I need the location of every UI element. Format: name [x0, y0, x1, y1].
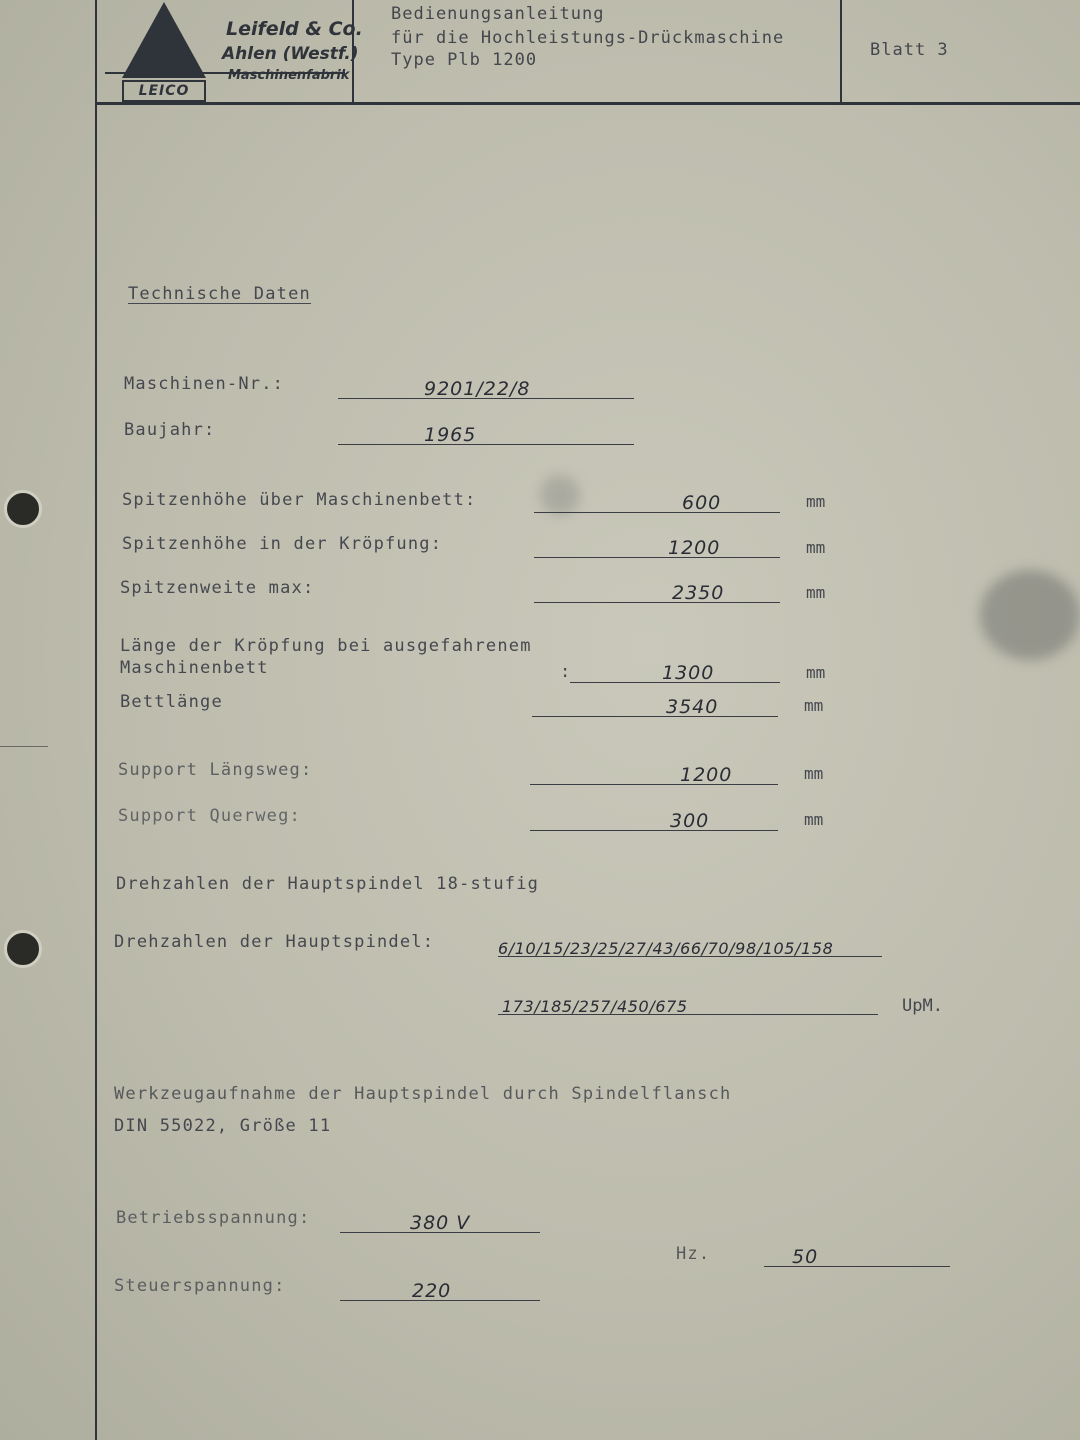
spec-label-gap-length-line-1: Länge der Kröpfung bei ausgefahrenem — [120, 636, 532, 656]
spec-label-center-height-gap: Spitzenhöhe in der Kröpfung: — [122, 534, 443, 554]
fingerprint-smudge — [980, 570, 1080, 660]
spec-label-support-cross: Support Querweg: — [118, 806, 301, 826]
company-name: Leifeld & Co. — [226, 18, 363, 40]
operating-voltage-value: 380 V — [410, 1212, 471, 1234]
left-border-line — [95, 0, 97, 1440]
spec-label-center-distance: Spitzenweite max: — [120, 578, 315, 598]
spindle-speeds-field-2 — [498, 988, 878, 1015]
operating-voltage-field — [340, 1206, 540, 1233]
spindle-speeds-field-1 — [498, 930, 882, 957]
spec-value: 1200 — [668, 537, 721, 559]
header-divider-2 — [840, 0, 842, 104]
spindle-speeds-line-2: 173/185/257/450/675 — [502, 997, 688, 1016]
spec-unit: mm — [806, 583, 826, 602]
spec-value: 3540 — [666, 696, 719, 718]
operating-voltage-label: Betriebsspannung: — [116, 1208, 311, 1228]
spindle-speeds-label: Drehzahlen der Hauptspindel: — [114, 932, 435, 952]
spec-field-support-longitudinal — [530, 758, 778, 785]
manual-title-line-3: Type Plb 1200 — [391, 50, 538, 70]
spec-value: 1300 — [662, 662, 715, 684]
spec-value: 300 — [670, 810, 710, 832]
control-voltage-label: Steuerspannung: — [114, 1276, 286, 1296]
spec-value: 2350 — [672, 582, 725, 604]
spec-unit: mm — [804, 696, 824, 715]
manual-title-line-1: Bedienungsanleitung — [391, 4, 605, 24]
spec-colon: : — [560, 662, 572, 682]
frequency-value: 50 — [792, 1246, 819, 1268]
spec-value: 1200 — [680, 764, 733, 786]
year-value: 1965 — [424, 424, 477, 446]
control-voltage-field — [340, 1274, 540, 1301]
section-heading: Technische Daten — [128, 284, 311, 304]
spec-value: 600 — [682, 492, 722, 514]
frequency-field — [764, 1240, 950, 1267]
company-city: Ahlen (Westf.) — [222, 44, 359, 64]
machine-number-value: 9201/22/8 — [424, 378, 531, 400]
spec-label-support-longitudinal: Support Längsweg: — [118, 760, 313, 780]
spec-label-center-height-bed: Spitzenhöhe über Maschinenbett: — [122, 490, 477, 510]
header-bottom-line — [95, 102, 1080, 105]
spindle-speeds-unit: UpM. — [902, 996, 943, 1016]
spec-field-center-height-bed — [534, 486, 780, 513]
manual-title-line-2: für die Hochleistungs-Drückmaschine — [391, 28, 785, 48]
margin-mark — [0, 746, 48, 747]
machine-number-label: Maschinen-Nr.: — [124, 374, 285, 394]
year-field — [338, 418, 634, 445]
year-label: Baujahr: — [124, 420, 216, 440]
company-type: Maschinenfabrik — [228, 68, 350, 83]
spindle-speeds-line-1: 6/10/15/23/25/27/43/66/70/98/105/158 — [498, 939, 834, 958]
leico-logo-text: LEICO — [122, 80, 206, 102]
punch-hole-bottom — [4, 930, 42, 968]
spec-unit: mm — [804, 764, 824, 783]
sheet-number: Blatt 3 — [870, 40, 949, 60]
machine-number-field — [338, 372, 634, 399]
spec-unit: mm — [804, 810, 824, 829]
spec-unit: mm — [806, 492, 826, 511]
control-voltage-value: 220 — [412, 1280, 452, 1302]
spec-field-center-distance — [534, 576, 780, 603]
tooling-line-2: DIN 55022, Größe 11 — [114, 1116, 332, 1136]
frequency-label: Hz. — [676, 1244, 711, 1264]
punch-hole-top — [4, 490, 42, 528]
leico-triangle-logo-icon — [122, 2, 206, 80]
tooling-line-1: Werkzeugaufnahme der Hauptspindel durch Spindelflansch — [114, 1084, 732, 1104]
spec-label-bed-length: Bettlänge — [120, 692, 223, 712]
spec-field-support-cross — [530, 804, 778, 831]
spec-unit: mm — [806, 663, 826, 682]
spindle-stages-text: Drehzahlen der Hauptspindel 18-stufig — [116, 874, 540, 894]
spec-label-gap-length-line-2: Maschinenbett — [120, 658, 269, 678]
spec-field-center-height-gap — [534, 531, 780, 558]
spec-field-bed-length — [532, 690, 778, 717]
spec-unit: mm — [806, 538, 826, 557]
spec-field-gap-length — [570, 656, 780, 683]
